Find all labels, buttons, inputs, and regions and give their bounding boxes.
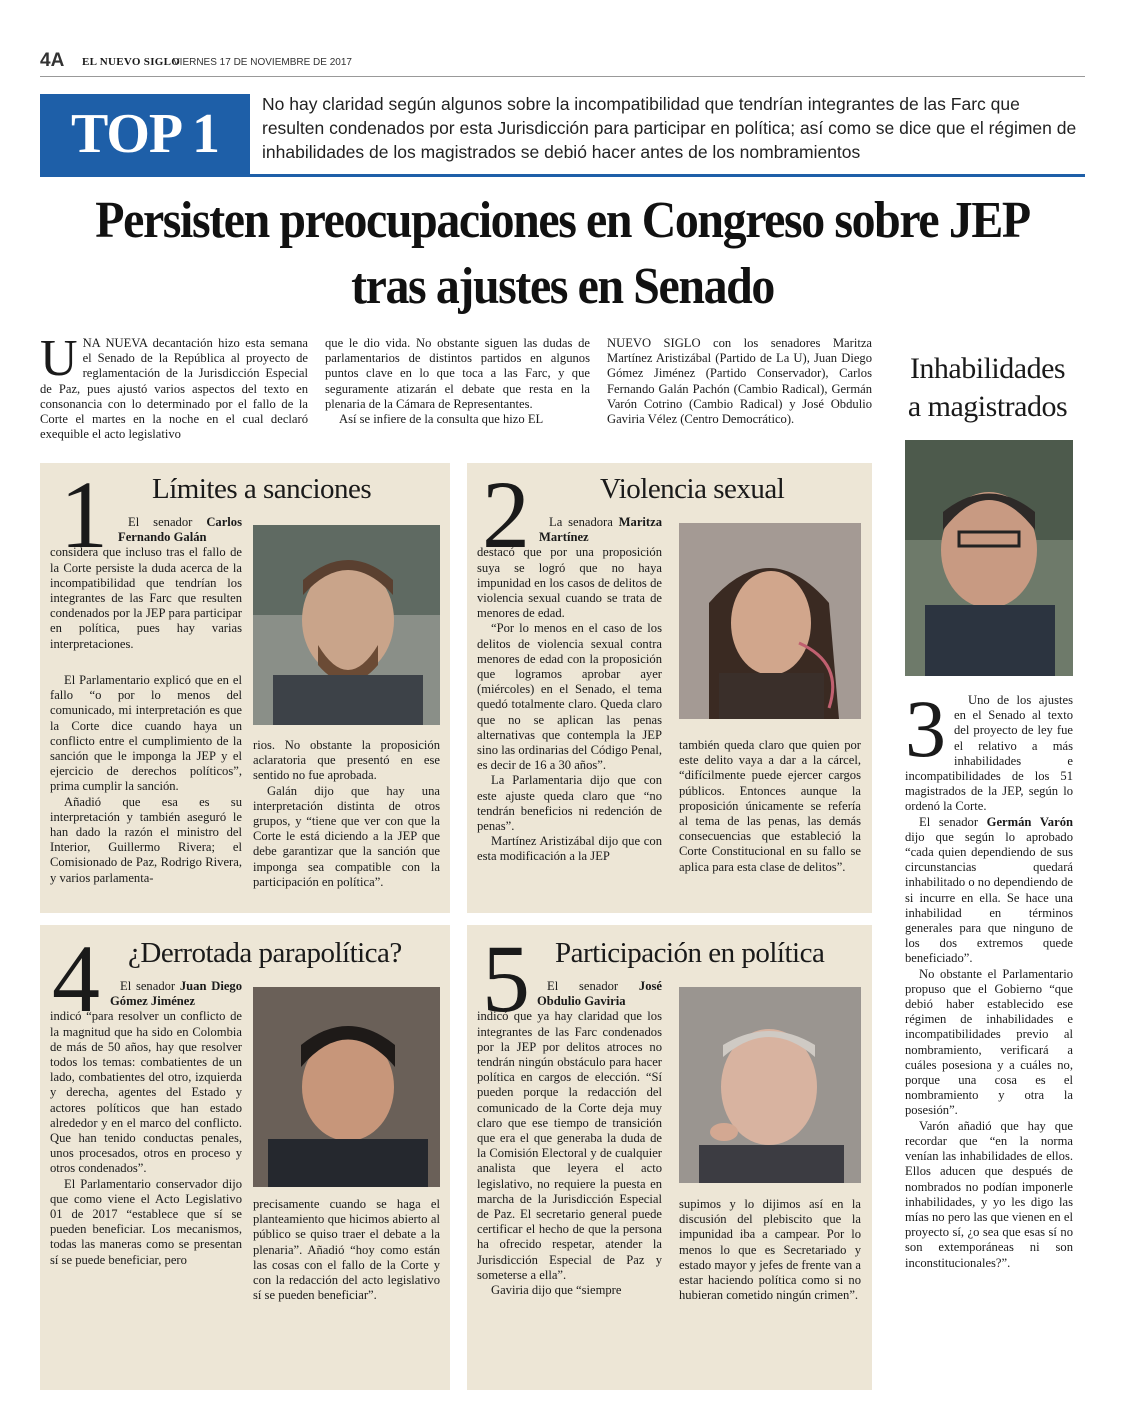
box-para: destacó que por una proposición suya se logró que no haya impunidad en los casos de delitos de violencia sexual cuando se trata de menores de edad. bbox=[477, 545, 662, 621]
box-para: Gaviria dijo que “siempre bbox=[491, 1283, 622, 1298]
issue-date: VIERNES 17 DE NOVIEMBRE DE 2017 bbox=[173, 57, 352, 68]
deck-rule bbox=[250, 174, 1085, 177]
box-lead: El senador José Obdulio Gaviria bbox=[537, 979, 662, 1009]
portrait-image bbox=[253, 987, 440, 1187]
box-lead: El senador Juan Diego Gómez Jiménez bbox=[110, 979, 243, 1009]
portrait-image bbox=[905, 440, 1073, 676]
sidebar-para: Varón añadió que hay que recordar que “en la norma venían las inhabilidades de ellos. Ellos aducen que después de nombrados no podían imponerle inhabilidades, y yo les digo las mías no pero las que vienen en el proyecto sí, ¿o sea que esas sí no son extemporáneas ni son inconstitucionales?”. bbox=[905, 1118, 1073, 1270]
box-para: considera que incluso tras el fallo de la Corte persiste la duda acerca de la incompatibilidad que tendrían los integrantes de las Farc que resulten condenados por la JEP para participar en política, pues hay varias interpretaciones. bbox=[50, 545, 242, 651]
newspaper-name: EL NUEVO SIGLO bbox=[82, 56, 181, 68]
sidebar-body bbox=[905, 683, 1073, 1271]
sidebar-title: Inhabilidades a magistrados bbox=[907, 352, 1068, 423]
intro-text-2a: que le dio vida. No obstante siguen las dudas de parlamentarios de distintos partidos en algunos puntos clave en lo que toca a las Farc, y que seguramente atizarán el debate que resta en la plenaria de la Cámara de Representantes. bbox=[325, 336, 590, 411]
sidebar-para: Uno de los ajustes en el Senado al texto del proyecto de ley fue el relativo a más inhabilidades e incompatibilidades de los 51 magistrados de la JEP, según lo ordenó la Corte. bbox=[905, 693, 1073, 814]
senator-photo bbox=[679, 523, 861, 719]
box-col-right bbox=[679, 1197, 861, 1303]
box-title: Participación en política bbox=[555, 937, 825, 969]
box-para: indicó que ya hay claridad que los integrantes de las Farc condenados por la JEP por delitos atroces no tendrán ningún obstáculo para hacer política en cargos de elección. “Sí pueden porque la redacción del comunicado de la Corte deja muy claro que ese tiempo de transición que era el que generaba la duda de la Comisión Electoral y de cualquier analista que leyera el acto legislativo, no requiere la puesta en marcha de la Jurisdicción Especial de Paz. El secretario general puede certificar el hecho de que la persona ha ofrecido respetar, atender la Jurisdicción Especial de Paz y someterse a ella”. bbox=[477, 1009, 662, 1282]
intro-column-1 bbox=[40, 330, 308, 442]
box-para: El Parlamentario explicó que en el fallo “o por lo menos del comunicado, mi interpretación es que la Corte dice cuando haya un conflicto entre el cumplimiento de la sanción que le imponga la JEP y el ejercicio de derechos políticos”, prima cumplir la sanción. bbox=[50, 673, 242, 794]
box-1 bbox=[40, 463, 450, 913]
box-col-left bbox=[477, 979, 662, 1298]
badge-rule bbox=[40, 174, 250, 177]
box-number: 5 bbox=[482, 925, 530, 1032]
box-para: precisamente cuando se haga el planteamiento que hicimos abierto al público se quiso traer el debate a la plenaria”. Añadió “hoy como están las cosas con el fallo de la Corte y con la redacción del acto legislativo sí se pueden beneficiar”. bbox=[253, 1197, 440, 1303]
sidebar-lead: El senador Germán Varón dijo que según lo aprobado “cada quien dependiendo de sus circunstancias quedará inhabilitado o no dependiendo de si incurre en ella. Se hace una inhabilidad en términos generales para que ninguno de los dos extremos quede beneficiado”. bbox=[905, 814, 1073, 966]
box-para: Añadió que esa es su interpretación y también aseguró le han dado la razón el ministro del Interior, Guillermo Rivera; el Comisionado de Paz, Rodrigo Rivera, y varios parlamenta- bbox=[50, 794, 242, 885]
page-folio: 4A bbox=[40, 50, 65, 71]
box-5 bbox=[467, 925, 872, 1390]
deck-text: No hay claridad según algunos sobre la incompatibilidad que tendrían integrantes de las Farc que resulten condenados por esta Jurisdicción para participar en política; así como se dice que el régimen de inhabilidades de los magistrados se debió hacer antes de los nombramientos bbox=[262, 94, 1077, 162]
box-number: 2 bbox=[482, 461, 530, 568]
sidebar-number: 3 bbox=[905, 683, 946, 774]
box-title: Límites a sanciones bbox=[152, 473, 372, 505]
box-number: 4 bbox=[52, 925, 100, 1032]
box-col-right bbox=[253, 738, 440, 890]
senator-photo bbox=[253, 525, 440, 725]
portrait-image bbox=[253, 525, 440, 725]
headline: Persisten preocupaciones en Congreso sobre JEP tras ajustes en Senado bbox=[95, 192, 1030, 315]
box-2 bbox=[467, 463, 872, 913]
box-para: rios. No obstante la proposición aclaratoria que presentó en ese sentido no fue aprobada. bbox=[253, 738, 440, 783]
box-col-left-cont bbox=[50, 673, 242, 886]
box-para: El Parlamentario conservador dijo que como viene el Acto Legislativo 01 de 2017 “establece que sí se pueden beneficiar. Los mecanismos, todas las maneras como se presentan sí se puede beneficiar, pero bbox=[50, 1176, 242, 1267]
box-title: Violencia sexual bbox=[600, 473, 785, 505]
intro-text-1: NA NUEVA decantación hizo esta semana el Senado de la República al proyecto de reglamentación de la Jurisdicción Especial de Paz, pues ajustó varios aspectos del texto en consonancia con lo determinado por el fallo de la Corte el martes en la noche en el cual declaró exequible el acto legislativo bbox=[40, 336, 308, 442]
senator-photo bbox=[905, 440, 1073, 676]
box-para: La Parlamentaria dijo que con este ajuste queda claro que “no tendrán beneficios ni redención de penas”. bbox=[477, 773, 662, 834]
box-col-left bbox=[50, 515, 242, 652]
section-badge bbox=[40, 94, 250, 174]
box-col-left bbox=[477, 515, 662, 865]
box-number: 1 bbox=[60, 461, 108, 568]
box-4 bbox=[40, 925, 450, 1390]
box-lead: La senadora Maritza Martínez bbox=[539, 515, 662, 545]
box-lead: El senador Carlos Fernando Galán bbox=[118, 515, 242, 545]
box-title: ¿Derrotada parapolítica? bbox=[128, 937, 402, 969]
box-para: Martínez Aristizábal dijo que con esta modificación a la JEP bbox=[477, 834, 662, 864]
box-col-right bbox=[253, 1197, 440, 1303]
box-para: supimos y lo dijimos así en la discusión del plebiscito que la impunidad iba a campear. Por lo menos lo que es Secretariado y estado mayor y jefes de frente van a estar haciendo política como si no hubieran cometido ningún crimen”. bbox=[679, 1197, 861, 1303]
header-rule bbox=[40, 76, 1085, 77]
section-badge-label: TOP 1 bbox=[70, 103, 219, 165]
box-para: indicó “para resolver un conflicto de la magnitud que ha sido en Colombia de más de 50 años, hay que resolver todos los temas: combatientes de un lado, combatientes del otro, izquierda y derecha, agentes del Estado y actores políticos que han estado alrededor y en el marco del conflicto. Que han tenido conductas penales, unos procesados, otros en proceso y otros condenados”. bbox=[50, 1009, 242, 1176]
box-para: Galán dijo que hay una interpretación distinta de otros grupos, y “tiene que ver con que la Corte le está diciendo a la JEP que debe garantizar que la sanción que imponga sea compatible con la participación en política”. bbox=[253, 783, 440, 889]
intro-column-3: NUEVO SIGLO con los senadores Maritza Martínez Aristizábal (Partido de La U), Juan Diego Gómez Jiménez (Partido Conservador), Carlos Fernando Galán Pachón (Cambio Radical), Germán Varón Cotrino (Cambio Radical) y José Obdulio Gaviria Vélez (Centro Democrático). bbox=[607, 336, 872, 427]
box-para: “Por lo menos en el caso de los delitos de violencia sexual contra menores de edad con la proposición que logramos aprobar ayer (miércoles) en el Senado, el tema quedó totalmente claro. Queda claro que no se aplican las penas alternativas que contempla la JEP sino las ordinarias del Código Penal, es decir de 16 a 30 años”. bbox=[477, 621, 662, 773]
senator-photo bbox=[253, 987, 440, 1187]
box-para: también queda claro que quien por este delito vaya a dar a la cárcel, “difícilmente puede ejercer cargos públicos. Entonces aunque la proposición únicamente se refería al tema de las penas, las demás consecuencias que estableció la Corte Constitucional en su fallo se aplica para esta clase de delitos”. bbox=[679, 738, 861, 874]
box-col-right bbox=[679, 738, 861, 875]
intro-column-2 bbox=[325, 336, 590, 427]
box-col-left bbox=[50, 979, 242, 1268]
drop-cap: U bbox=[40, 330, 78, 387]
intro-text-2b: Así se infiere de la consulta que hizo EL bbox=[339, 412, 544, 427]
portrait-image bbox=[679, 987, 861, 1183]
senator-photo bbox=[679, 987, 861, 1183]
sidebar-para: No obstante el Parlamentario propuso que el Gobierno “que debió haber establecido ese régimen de inhabilidades e incompatibilidades previo al nombramiento, verificará a cuáles posesiona y a cuáles no, porque una cosa es el nombramiento y otra la posesión”. bbox=[905, 966, 1073, 1118]
portrait-image bbox=[679, 523, 861, 719]
